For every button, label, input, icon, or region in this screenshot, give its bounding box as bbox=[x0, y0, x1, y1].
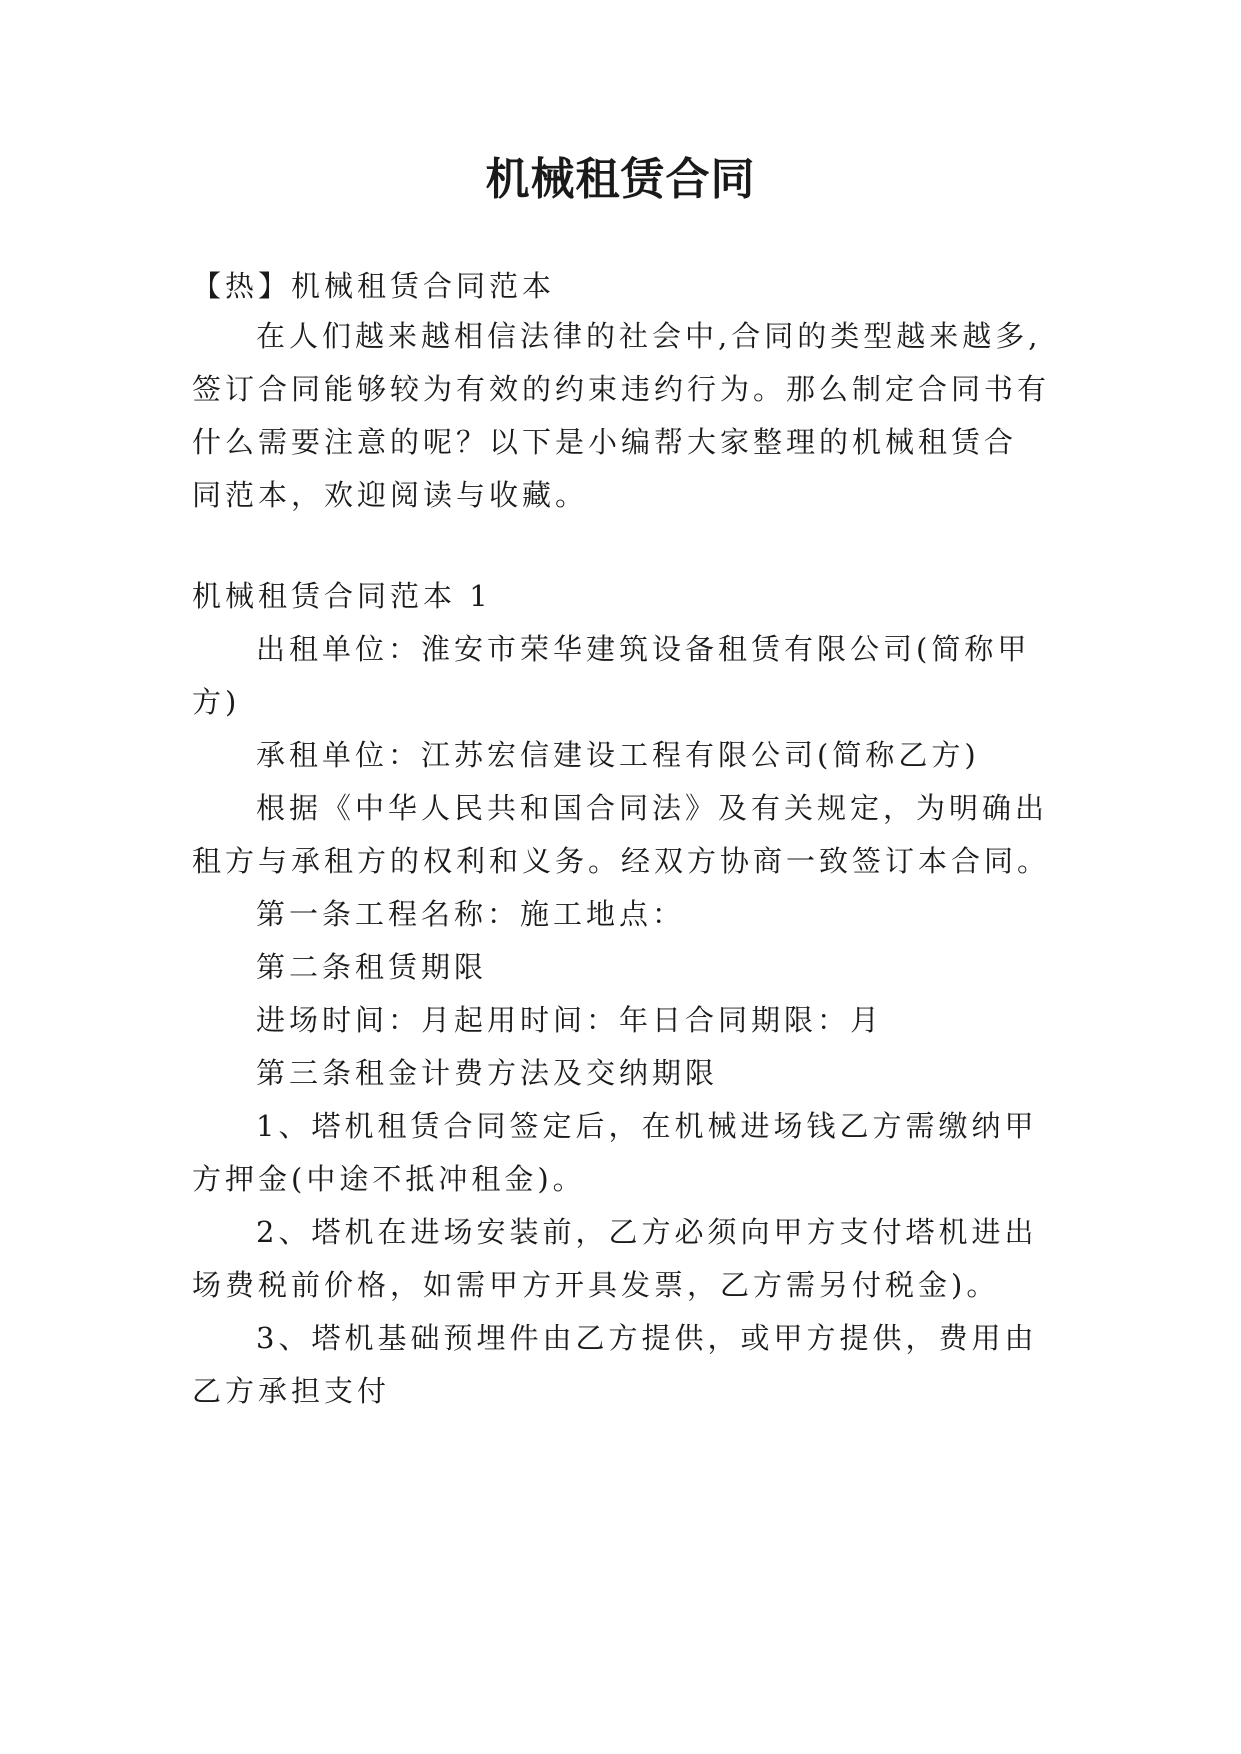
intro-line: 同范本，欢迎阅读与收藏。 bbox=[192, 478, 589, 512]
period-line: 进场时间：月起用时间：年日合同期限：月 bbox=[256, 1003, 884, 1037]
article-1: 第一条工程名称：施工地点： bbox=[256, 897, 686, 931]
intro-line: 签订合同能够较为有效的约束违约行为。那么制定合同书有 bbox=[192, 372, 1051, 406]
basis-line: 租方与承租方的权利和义务。经双方协商一致签订本合同。 bbox=[192, 844, 1051, 878]
section-title: 机械租赁合同范本 1 bbox=[192, 579, 492, 613]
article-3: 第三条租金计费方法及交纳期限 bbox=[256, 1056, 719, 1090]
lessor-line: 出租单位：淮安市荣华建筑设备租赁有限公司(简称甲 bbox=[256, 632, 1031, 666]
document-heading: 【热】机械租赁合同范本 bbox=[192, 269, 556, 303]
article-2: 第二条租赁期限 bbox=[256, 950, 488, 984]
item-1-line: 方押金(中途不抵冲租金)。 bbox=[192, 1162, 586, 1196]
lessor-line: 方) bbox=[192, 685, 241, 719]
intro-line: 什么需要注意的呢？以下是小编帮大家整理的机械租赁合 bbox=[192, 425, 1018, 459]
item-3-line: 乙方承担支付 bbox=[192, 1374, 391, 1408]
item-3-line: 3、塔机基础预埋件由乙方提供，或甲方提供，费用由 bbox=[256, 1321, 1038, 1355]
item-2-line: 场费税前价格，如需甲方开具发票，乙方需另付税金)。 bbox=[192, 1268, 1000, 1302]
item-1-line: 1、塔机租赁合同签定后，在机械进场钱乙方需缴纳甲 bbox=[256, 1109, 1038, 1143]
lessee-line: 承租单位：江苏宏信建设工程有限公司(简称乙方) bbox=[256, 738, 980, 772]
basis-line: 根据《中华人民共和国合同法》及有关规定，为明确出 bbox=[256, 791, 1049, 825]
item-2-line: 2、塔机在进场安装前，乙方必须向甲方支付塔机进出 bbox=[256, 1215, 1038, 1249]
intro-line: 在人们越来越相信法律的社会中,合同的类型越来越多, bbox=[256, 319, 1042, 353]
document-title: 机械租赁合同 bbox=[485, 154, 756, 205]
